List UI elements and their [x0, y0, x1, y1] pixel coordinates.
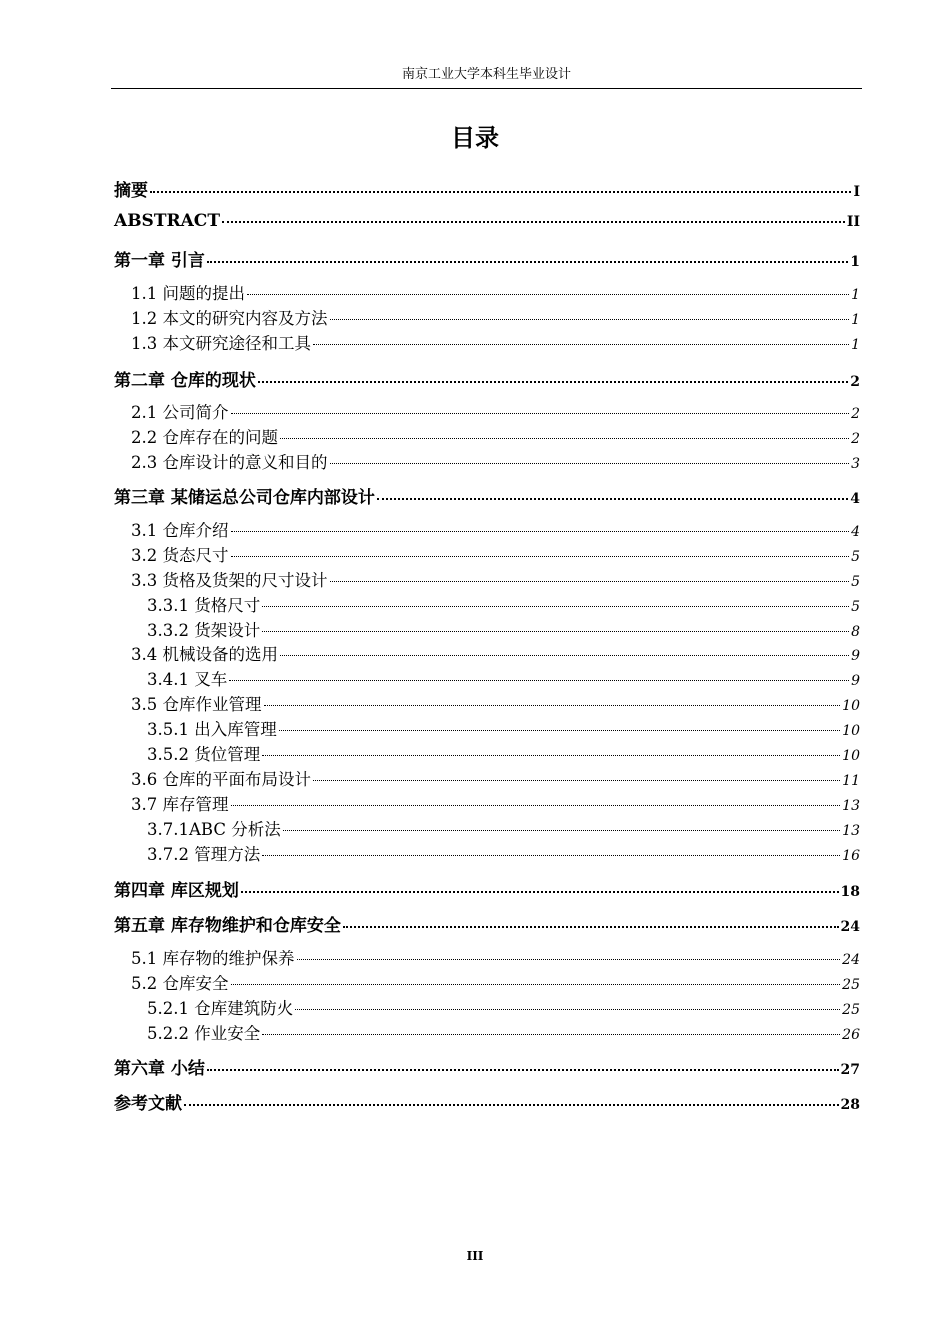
- toc-entry-label: 第六章 小结: [114, 1059, 205, 1079]
- toc-entry-page-number: 5: [851, 574, 860, 590]
- toc-entry-label: 1.1 问题的提出: [131, 284, 245, 303]
- toc-entry-label: 3.3.1 货格尺寸: [147, 596, 261, 615]
- toc-entry-page-number: 1: [851, 337, 860, 353]
- dot-leader: [231, 805, 841, 806]
- toc-section-entry[interactable]: [131, 641, 860, 665]
- toc-entry-label: 第二章 仓库的现状: [114, 371, 256, 391]
- toc-entry-label: 3.7 库存管理: [131, 795, 229, 814]
- toc-entry-label: ABSTRACT: [114, 211, 220, 231]
- toc-entry-page-number: 26: [842, 1027, 860, 1043]
- toc-section-entry[interactable]: [131, 542, 860, 566]
- toc-entry-page-number: 18: [840, 884, 860, 900]
- toc-section-entry[interactable]: [131, 766, 860, 790]
- toc-entry-page-number: 5: [851, 549, 860, 565]
- toc-entry-label: 2.2 仓库存在的问题: [131, 428, 278, 447]
- dot-leader: [262, 855, 840, 856]
- dot-leader: [377, 498, 848, 500]
- dot-leader: [283, 830, 840, 831]
- toc-section-entry[interactable]: [147, 666, 860, 690]
- toc-entry-page-number: 2: [851, 406, 860, 422]
- toc-section-entry[interactable]: [131, 424, 860, 448]
- toc-entry-label: 参考文献: [114, 1094, 182, 1114]
- dot-leader: [330, 319, 850, 320]
- toc-entry-page-number: 9: [851, 673, 860, 689]
- dot-leader: [262, 1034, 840, 1035]
- toc-section-entry[interactable]: [131, 449, 860, 473]
- toc-entry-label: 3.4 机械设备的选用: [131, 645, 278, 664]
- toc-entry-page-number: 24: [840, 919, 860, 935]
- toc-entry-label: 3.2 货态尺寸: [131, 546, 229, 565]
- toc-entry-label: 1.2 本文的研究内容及方法: [131, 309, 328, 328]
- dot-leader: [262, 631, 849, 632]
- toc-section-entry[interactable]: [131, 305, 860, 329]
- toc-entry-page-number: 1: [851, 287, 860, 303]
- toc-section-entry[interactable]: [131, 399, 860, 423]
- toc-entry-page-number: 24: [842, 952, 860, 968]
- toc-section-entry[interactable]: [131, 791, 860, 815]
- toc-section-entry[interactable]: [131, 691, 860, 715]
- dot-leader: [247, 294, 849, 295]
- toc-entry-label: 第三章 某储运总公司仓库内部设计: [114, 488, 375, 508]
- toc-entry-label: 第一章 引言: [114, 251, 205, 271]
- dot-leader: [184, 1104, 839, 1106]
- dot-leader: [262, 606, 849, 607]
- toc-entry-page-number: 25: [842, 1002, 860, 1018]
- toc-chapter-entry[interactable]: [114, 176, 860, 201]
- dot-leader: [279, 730, 840, 731]
- toc-entry-label: 5.1 库存物的维护保养: [131, 949, 295, 968]
- toc-section-entry[interactable]: [147, 995, 860, 1019]
- toc-entry-page-number: 8: [851, 624, 860, 640]
- dot-leader: [280, 438, 849, 439]
- toc-entry-page-number: 10: [842, 723, 860, 739]
- toc-entry-page-number: 2: [851, 431, 860, 447]
- dot-leader: [231, 984, 841, 985]
- toc-chapter-entry[interactable]: [114, 246, 860, 271]
- toc-entry-page-number: 4: [851, 524, 860, 540]
- toc-entry-page-number: II: [846, 214, 860, 230]
- toc-entry-page-number: 28: [840, 1097, 860, 1113]
- toc-section-entry[interactable]: [147, 1020, 860, 1044]
- toc-entry-label: 摘要: [114, 181, 148, 201]
- toc-section-entry[interactable]: [131, 567, 860, 591]
- toc-entry-page-number: 2: [850, 374, 860, 390]
- toc-entry-page-number: 3: [851, 456, 860, 472]
- dot-leader: [313, 780, 840, 781]
- toc-entry-label: 3.6 仓库的平面布局设计: [131, 770, 311, 789]
- toc-section-entry[interactable]: [147, 716, 860, 740]
- toc-entry-label: 2.1 公司简介: [131, 403, 229, 422]
- dot-leader: [280, 655, 849, 656]
- toc-section-entry[interactable]: [147, 617, 860, 641]
- page-number: III: [466, 1249, 484, 1263]
- toc-section-entry[interactable]: [147, 741, 860, 765]
- toc-section-entry[interactable]: [131, 330, 860, 354]
- toc-section-entry[interactable]: [147, 816, 860, 840]
- dot-leader: [222, 221, 845, 223]
- toc-entry-label: 3.5 仓库作业管理: [131, 695, 262, 714]
- toc-entry-page-number: 10: [842, 698, 860, 714]
- dot-leader: [330, 581, 850, 582]
- toc-entry-label: 3.7.1ABC 分析法: [147, 820, 281, 839]
- toc-entry-label: 2.3 仓库设计的意义和目的: [131, 453, 328, 472]
- toc-entry-page-number: 4: [850, 491, 860, 507]
- toc-entry-label: 3.3 货格及货架的尺寸设计: [131, 571, 328, 590]
- dot-leader: [150, 191, 851, 193]
- toc-entry-label: 第四章 库区规划: [114, 881, 239, 901]
- dot-leader: [231, 413, 850, 414]
- toc-entry-label: 3.5.1 出入库管理: [147, 720, 277, 739]
- toc-entry-page-number: 1: [850, 254, 860, 270]
- dot-leader: [207, 1069, 839, 1071]
- toc-chapter-entry[interactable]: [114, 911, 860, 936]
- toc-chapter-entry[interactable]: [114, 211, 860, 231]
- toc-title: 目录: [451, 123, 499, 152]
- toc-entry-page-number: 13: [842, 798, 860, 814]
- toc-section-entry[interactable]: [147, 592, 860, 616]
- dot-leader: [313, 344, 849, 345]
- toc-entry-label: 5.2.2 作业安全: [147, 1024, 261, 1043]
- dot-leader: [241, 891, 839, 893]
- toc-entry-label: 3.7.2 管理方法: [147, 845, 261, 864]
- dot-leader: [264, 705, 841, 706]
- toc-entry-page-number: 27: [840, 1062, 860, 1078]
- toc-entry-page-number: 10: [842, 748, 860, 764]
- toc-entry-label: 第五章 库存物维护和仓库安全: [114, 916, 341, 936]
- toc-entry-page-number: 25: [842, 977, 860, 993]
- toc-chapter-entry[interactable]: [114, 1054, 860, 1079]
- toc-entry-page-number: 1: [851, 312, 860, 328]
- dot-leader: [207, 261, 848, 263]
- toc-section-entry[interactable]: [131, 970, 860, 994]
- dot-leader: [343, 926, 839, 928]
- dot-leader: [231, 531, 850, 532]
- toc-entry-label: 3.5.2 货位管理: [147, 745, 261, 764]
- toc-section-entry[interactable]: [131, 945, 860, 969]
- dot-leader: [229, 680, 849, 681]
- toc-entry-label: 5.2.1 仓库建筑防火: [147, 999, 294, 1018]
- toc-chapter-entry[interactable]: [114, 366, 860, 391]
- dot-leader: [295, 1009, 840, 1010]
- toc-entry-label: 3.3.2 货架设计: [147, 621, 261, 640]
- dot-leader: [262, 755, 840, 756]
- toc-entry-page-number: 9: [851, 648, 860, 664]
- toc-section-entry[interactable]: [131, 517, 860, 541]
- dot-leader: [297, 959, 841, 960]
- toc-entry-page-number: I: [853, 184, 860, 200]
- toc-entry-page-number: 16: [842, 848, 860, 864]
- toc-chapter-entry[interactable]: [114, 876, 860, 901]
- running-header: 南京工业大学本科生毕业设计: [401, 67, 571, 82]
- toc-entry-label: 1.3 本文研究途径和工具: [131, 334, 311, 353]
- toc-section-entry[interactable]: [131, 280, 860, 304]
- dot-leader: [258, 381, 848, 383]
- toc-chapter-entry[interactable]: [114, 1089, 860, 1114]
- toc-section-entry[interactable]: [147, 841, 860, 865]
- toc-entry-page-number: 13: [842, 823, 860, 839]
- toc-entry-label: 5.2 仓库安全: [131, 974, 229, 993]
- dot-leader: [231, 556, 850, 557]
- dot-leader: [330, 463, 850, 464]
- toc-entry-label: 3.4.1 叉车: [147, 670, 228, 689]
- toc-entry-label: 3.1 仓库介绍: [131, 521, 229, 540]
- toc-entry-page-number: 11: [842, 773, 860, 789]
- toc-chapter-entry[interactable]: [114, 483, 860, 508]
- toc-entry-page-number: 5: [851, 599, 860, 615]
